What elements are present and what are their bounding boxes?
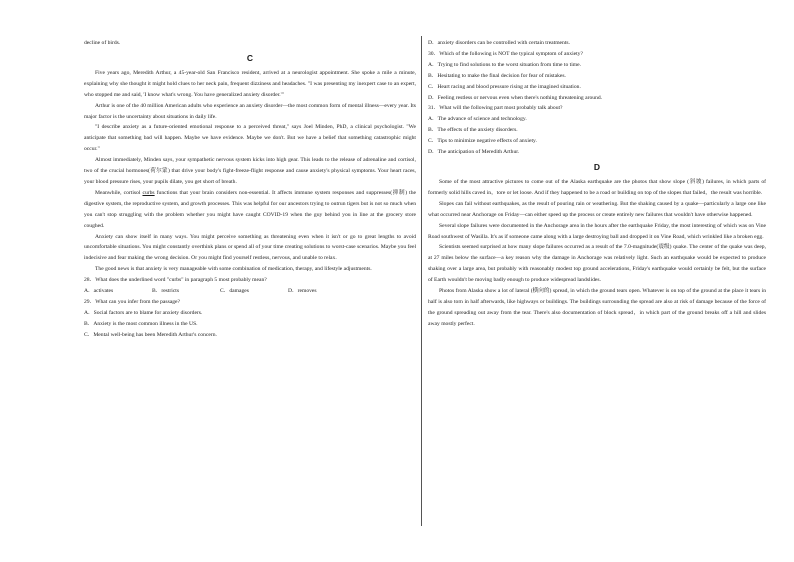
passage-d-paragraph-4: Scientists seemed surprised at how many slope failures occurred as a result of the 7.0-magnitude(震级) quake. The center of the quake was deep, at 27 miles below the surface—a key reason why the damage in Anchorage was relatively light. Such an earthquake would be expected to produce shaking over a large area, but probably with reasonably modest top ground accelerations, Friday's earthquake would certainly be felt, but the surface of Earth wouldn't be moving badly enough to produce widespread landslides. <box>428 244 766 284</box>
q31-option-a: A．The advance of science and technology. <box>428 116 527 123</box>
passage-c-paragraph-5 <box>84 188 416 232</box>
q30-option-c: C．Heart racing and blood pressure rising at the imagined situation. <box>428 83 581 90</box>
paragraph-5-rest: functions that your brain considers non-essential. It affects immune system responses and suppresses(抑制) the digestive system, the reproductive system, and growth processes. This was helpful for our ancestors trying to outrun tigers but is not so much when you can't stop struggling with the problem whether you might have caught COVID-19 when the guy behind you in line at the grocery store coughed. <box>84 189 416 229</box>
question-31: 31．What will the following part most probably talk about? <box>428 105 563 112</box>
passage-d-paragraph-5: Photos from Alaska show a lot of lateral (横向的) spread, in which the ground tears open. Whatever is on top of the ground at the place it tears in half is also torn in half afterwards, like highways or buildings. The buildings surrounding the spread are also at risk of damage because of the force of the ground spreading out away from the tear. There's also documentation of block spread，in which part of the ground breaks off a hill and slides away mostly perfect. <box>428 288 766 327</box>
q28-option-b: B．restricts <box>152 288 180 295</box>
q29-option-a: A．Social factors are to blame for anxiety disorders. <box>84 309 203 316</box>
passage-d-paragraph-1: Some of the most attractive pictures to come out of the Alaska earthquake are the photos that show slope (斜坡) failures, in which parts of formerly solid hills caved in，tore or let loose. And if they happened to be a road or building on top of the slopes that failed，the result was horrible. <box>428 178 766 196</box>
passage-d-paragraph-2: Slopes can fail without earthquakes, as the result of pouring rain or weathering. But the shaking caused by a quake—particularly a large one like what occurred near Anchorage on Friday—can either speed up the process or create entirely new failures that wouldn't have otherwise happened. <box>428 200 766 218</box>
passage-c-paragraph-7: The good news is that anxiety is very manageable with some combination of medication, therapy, and lifestyle adjustments. <box>95 266 372 273</box>
q28-option-c: C．damages <box>220 288 249 295</box>
passage-d-paragraph-3: Several slope failures were documented in the Anchorage area in the hours after the earthquake Friday, the most interesting of which was on Vine Road southwest of Wasilla. It's as if someone came along with a large destroying ball and dropped it on Vine Road, which wrinkled like a broken egg. <box>428 222 766 240</box>
section-d-heading: D <box>593 161 601 172</box>
q31-option-d: D．The anticipation of Meredith Arthur. <box>428 149 520 156</box>
underlined-word-curbs: curbs <box>142 189 155 196</box>
q28-option-a: A．activates <box>84 288 114 295</box>
q29-option-b: B．Anxiety is the most common illness in the US. <box>84 320 198 327</box>
paragraph-5-lead: Meanwhile, cortisol <box>95 189 143 196</box>
q29-option-c: C．Mental well-being has been Meredith Arthur's concern. <box>84 331 217 338</box>
question-28: 28．What does the underlined word "curbs" in paragraph 5 most probably mean? <box>84 277 267 284</box>
passage-c-paragraph-2: Arthur is one of the 40 million American adults who experience an anxiety disorder—the most common form of mental illness—every year. Its major factor is the uncertainty about situations in daily life. <box>84 102 416 120</box>
q28-option-d: D．removes <box>288 288 317 295</box>
question-28-options <box>84 286 416 297</box>
section-c-heading: C <box>246 52 254 63</box>
q30-option-d: D．Feeling restless or nervous even when there's nothing threatening around. <box>428 94 603 101</box>
passage-c-paragraph-6: Anxiety can show itself in many ways. You might perceive something as threatening even when it isn't or go to great lengths to avoid uncomfortable situations. You might constantly overthink plans or spend all of your time creating solutions to worst-case scenarios. Maybe you feel indecisive and fear making the wrong decision. Or you might find yourself restless, nervous, and unable to relax. <box>84 233 416 262</box>
q30-option-b: B．Hesitating to make the final decision for fear of mistakes. <box>428 72 566 79</box>
column-divider <box>421 36 422 526</box>
passage-c-paragraph-3: "I describe anxiety as a future-oriented emotional response to a perceived threat," says Joel Minden, PhD, a clinical psychologist. "We anticipate that something bad will happen. Maybe we have evidence. Maybe we don't. But we have a belief that something catastrophic might occur." <box>84 124 416 153</box>
question-29: 29．What can you infer from the passage? <box>84 298 180 305</box>
q29-option-d: D．anxiety disorders can be controlled with certain treatments. <box>428 40 570 46</box>
q30-option-a: A．Trying to find solutions to the worst situation from time to time. <box>428 61 581 68</box>
left-column <box>84 38 416 341</box>
passage-c-paragraph-1: Five years ago, Meredith Arthur, a 45-year-old San Francisco resident, arrived at a neurologist appointment. She spoke a mile a minute, explaining why she thought it might hold clues to her neck pain, frequent dizziness and headaches. "I was presenting my inexpert case to an expert, who stopped me and said, 'I know what's wrong. You have generalized anxiety disorder.'" <box>84 69 416 98</box>
passage-b-ending: decline of birds. <box>84 40 121 46</box>
q31-option-c: C．Tips to minimize negative effects of anxiety. <box>428 138 537 145</box>
q31-option-b: B．The effects of the anxiety disorders. <box>428 127 518 134</box>
question-30: 30．Which of the following is NOT the typical symptom of anxiety? <box>428 50 583 57</box>
right-column <box>428 38 766 330</box>
passage-c-paragraph-4: Almost immediately, Minden says, your sympathetic nervous system kicks into high gear. This leads to the release of adrenaline and cortisol, two of the crucial hormones(荷尔蒙) that drive your body's fight-freeze-flight response and cause anxiety's physical symptoms. Your heart races, your blood pressure rises, your pupils dilate, you get short of breath. <box>84 157 416 185</box>
